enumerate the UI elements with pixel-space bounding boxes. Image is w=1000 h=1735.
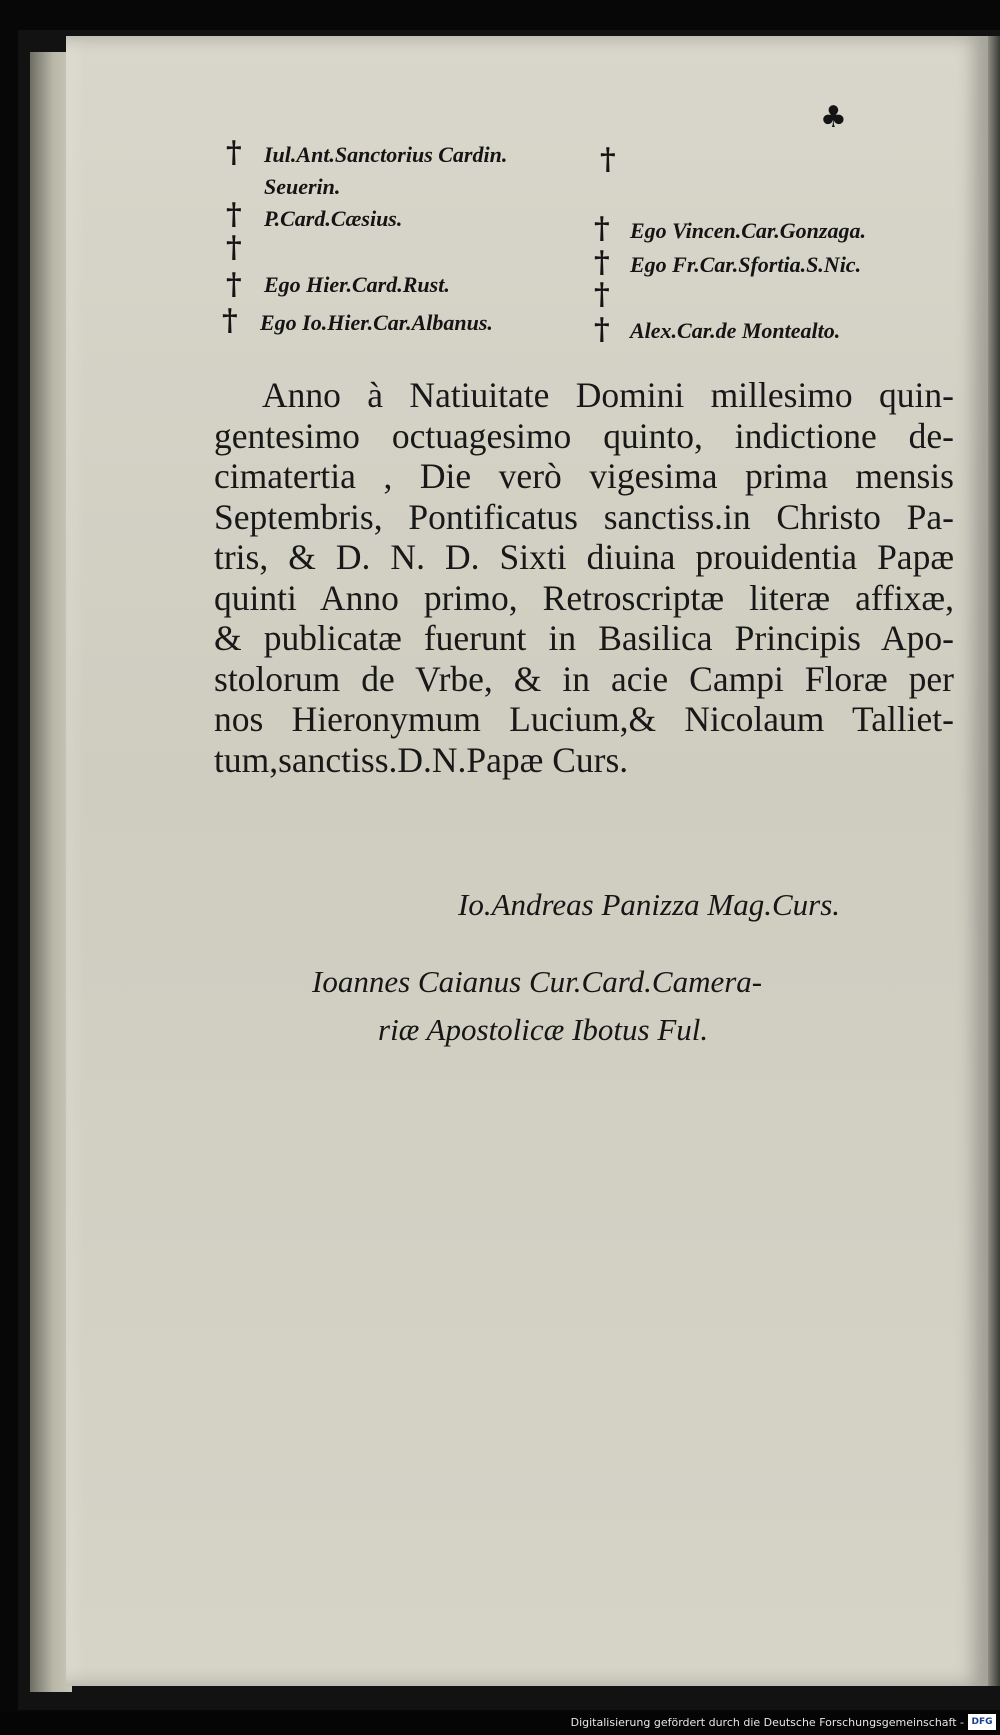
- signature-left: Seuerin.: [264, 174, 341, 199]
- paragraph-line: Septembris, Pontificatus sanctiss.in Christo Pa-: [214, 496, 954, 537]
- cross-icon: †: [594, 245, 610, 280]
- paragraph-line: & publicatæ fuerunt in Basilica Principis Apo-: [214, 618, 954, 658]
- cross-icon: †: [226, 197, 242, 232]
- paragraph-line: stolorum de Vrbe, & in acie Campi Floræ per: [214, 658, 954, 699]
- cross-icon: †: [226, 230, 242, 265]
- paragraph-line: nos Hieronymum Lucium,& Nicolaum Talliet-: [214, 699, 954, 739]
- paragraph-line: gentesimo octuagesimo quinto, indictione de-: [214, 415, 954, 456]
- digitization-credit: Digitalisierung gefördert durch die Deutsche Forschungsgemeinschaft -: [570, 1716, 964, 1729]
- signature-left: Iul.Ant.Sanctorius Cardin.: [264, 142, 508, 167]
- paragraph-line: cimatertia , Die verò vigesima prima mensis: [214, 456, 954, 496]
- notarial-paragraph: [214, 375, 954, 780]
- signature-left: Ego Io.Hier.Car.Albanus.: [260, 310, 493, 335]
- cross-icon: †: [594, 211, 610, 246]
- dfg-logo: DFG: [968, 1714, 996, 1730]
- signature-mark: ♣: [820, 100, 847, 135]
- subscription-magister: Io.Andreas Panizza Mag.Curs.: [458, 887, 841, 922]
- paragraph-line: quinti Anno primo, Retroscriptæ literæ affixæ,: [214, 577, 954, 618]
- subscription-cursor-line: riæ Apostolicæ Ibotus Ful.: [378, 1012, 709, 1047]
- cross-icon: †: [594, 312, 610, 347]
- page-edge-right: [988, 36, 1000, 1686]
- paragraph-line: Anno à Natiuitate Domini millesimo quin-: [262, 375, 954, 415]
- paragraph-line: tris, & D. N. D. Sixti diuina prouidentia Papæ: [214, 537, 954, 577]
- cross-icon: †: [226, 267, 242, 302]
- signature-left: Ego Hier.Card.Rust.: [264, 272, 450, 297]
- document-page: [66, 36, 988, 1686]
- cross-icon: †: [594, 277, 610, 312]
- signature-right: Ego Fr.Car.Sfortia.S.Nic.: [630, 252, 862, 277]
- signature-right: Ego Vincen.Car.Gonzaga.: [630, 218, 866, 243]
- cross-icon: †: [222, 303, 238, 338]
- signature-right: Alex.Car.de Montealto.: [630, 318, 841, 343]
- signature-left: P.Card.Cæsius.: [264, 206, 403, 231]
- paragraph-line: tum,sanctiss.D.N.Papæ Curs.: [214, 739, 629, 780]
- subscription-cursor-line: Ioannes Caianus Cur.Card.Camera-: [312, 964, 763, 999]
- cross-icon: †: [226, 135, 242, 170]
- cross-icon: †: [600, 142, 616, 177]
